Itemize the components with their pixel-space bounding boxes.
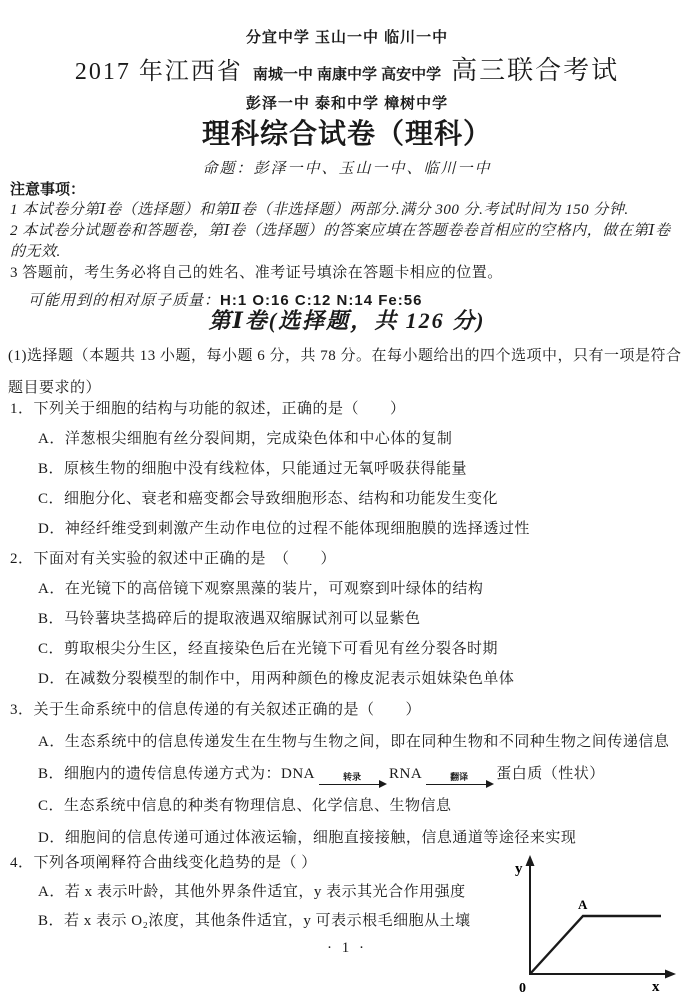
question-2-option-a: A．在光镜下的高倍镜下观察黑藻的装片，可观察到叶绿体的结构 — [38, 581, 484, 597]
header-school-line-1: 分宜中学 玉山一中 临川一中 — [245, 29, 449, 46]
header-school-line-3: 彭泽一中 泰和中学 樟树中学 — [245, 95, 449, 112]
transcription-arrow-label: 转录 — [343, 772, 362, 782]
notice-item-1: 1 本试卷分第Ⅰ卷（选择题）和第Ⅱ卷（非选择题）两部分.满分 300 分.考试时间为 150 分钟. — [10, 202, 629, 218]
question-1-stem: 1．下列关于细胞的结构与功能的叙述，正确的是（ ） — [10, 401, 406, 417]
y-axis-arrow-icon — [526, 855, 535, 866]
xy-curve-chart — [505, 852, 690, 1002]
section-1-title: 第Ⅰ卷(选择题，共 126 分) — [208, 308, 486, 333]
section-1-intro: (1)选择题（本题共 13 小题，每小题 6 分，共 78 分。在每小题给出的四个选项中，只有一项是符合题目要求的） — [8, 348, 682, 396]
question-3-option-c: C．生态系统中信息的种类有物理信息、化学信息、生物信息 — [38, 798, 452, 814]
question-4-number: 4． — [10, 855, 34, 871]
question-3-option-a: A．生态系统中的信息传递发生在生物与生物之间，即在同种生物和不同种生物之间传递信息 — [38, 734, 670, 750]
point-a-label: A — [578, 897, 588, 912]
x-axis-arrow-icon — [665, 970, 676, 979]
question-1 — [10, 394, 684, 544]
question-4-figure — [505, 852, 690, 1002]
question-1-option-c: C．细胞分化、衰老和癌变都会导致细胞形态、结构和功能发生变化 — [38, 491, 499, 507]
header-exam-title-line — [10, 50, 684, 87]
question-1-number: 1． — [10, 401, 34, 417]
notice-item-2: 2 本试卷分试题卷和答题卷，第Ⅰ卷（选择题）的答案应填在答题卷卷首相应的空格内，做在第Ⅰ卷的无效. — [10, 223, 671, 260]
exam-joint-title: 高三联合考试 — [451, 56, 620, 85]
q3b-text-prefix: B．细胞内的遗传信息传递方式为：DNA — [38, 766, 316, 782]
question-1-option-d: D．神经纤维受到刺激产生动作电位的过程不能体现细胞膜的选择透过性 — [38, 521, 530, 537]
exam-year-region: 2017 年江西省 — [74, 59, 243, 85]
notice-item-3: 3 答题前，考生务必将自己的姓名、准考证号填涂在答题卡相应的位置。 — [10, 265, 503, 281]
question-3-number: 3． — [10, 702, 34, 718]
question-3 — [10, 694, 684, 854]
paper-title: 理科综合试卷（理科） — [201, 118, 492, 149]
atomic-mass-values: H:1 O:16 C:12 N:14 Fe:56 — [220, 292, 423, 309]
header-school-line-2: 南城一中 南康中学 高安中学 — [252, 66, 442, 83]
q3b-text-mid: RNA — [389, 766, 423, 782]
question-3-stem: 3．关于生命系统中的信息传递的有关叙述正确的是（ ） — [10, 702, 422, 718]
x-axis-label: x — [652, 979, 660, 995]
atomic-mass-label: 可能用到的相对原子质量： — [28, 293, 221, 309]
translation-arrow-label: 翻译 — [450, 772, 469, 782]
question-4-stem: 4．下列各项阐释符合曲线变化趋势的是（ ） — [10, 855, 317, 871]
question-2-stem: 2．下面对有关实验的叙述中正确的是 （ ） — [10, 551, 337, 567]
notice-section — [10, 179, 684, 312]
notice-heading: 注意事项： — [10, 181, 86, 198]
question-2-option-b: B．马铃薯块茎捣碎后的提取液遇双缩脲试剂可以显紫色 — [38, 611, 421, 627]
y-axis-label: y — [515, 861, 523, 877]
translation-arrow-icon — [426, 773, 492, 785]
question-2-option-c: C．剪取根尖分生区，经直接染色后在光镜下可看见有丝分裂各时期 — [38, 641, 499, 657]
question-4-option-a: A．若 x 表示叶龄，其他外界条件适宜，y 表示其光合作用强度 — [38, 884, 466, 900]
question-2 — [10, 544, 684, 694]
question-2-number: 2． — [10, 551, 34, 567]
question-2-option-d: D．在减数分裂模型的制作中，用两种颜色的橡皮泥表示姐妹染色单体 — [38, 671, 515, 687]
paper-setter-line: 命题：彭泽一中、玉山一中、临川一中 — [202, 161, 492, 177]
origin-label: 0 — [519, 981, 526, 996]
question-1-option-a: A．洋葱根尖细胞有丝分裂间期，完成染色体和中心体的复制 — [38, 431, 453, 447]
q3b-text-suffix: 蛋白质（性状） — [496, 765, 605, 782]
question-4 — [10, 849, 502, 936]
question-1-option-b: B．原核生物的细胞中没有线粒体，只能通过无氧呼吸获得能量 — [38, 461, 468, 477]
transcription-arrow-icon — [319, 773, 385, 785]
question-4-option-b: B．若 x 表示 O₂浓度，其他条件适宜，y 可表示根毛细胞从土壤 — [38, 913, 471, 929]
question-3-option-b — [10, 758, 684, 790]
page-number: · 1 · — [327, 940, 367, 956]
question-3-option-d: D．细胞间的信息传递可通过体液运输，细胞直接接触，信息通道等途径来实现 — [38, 830, 577, 846]
